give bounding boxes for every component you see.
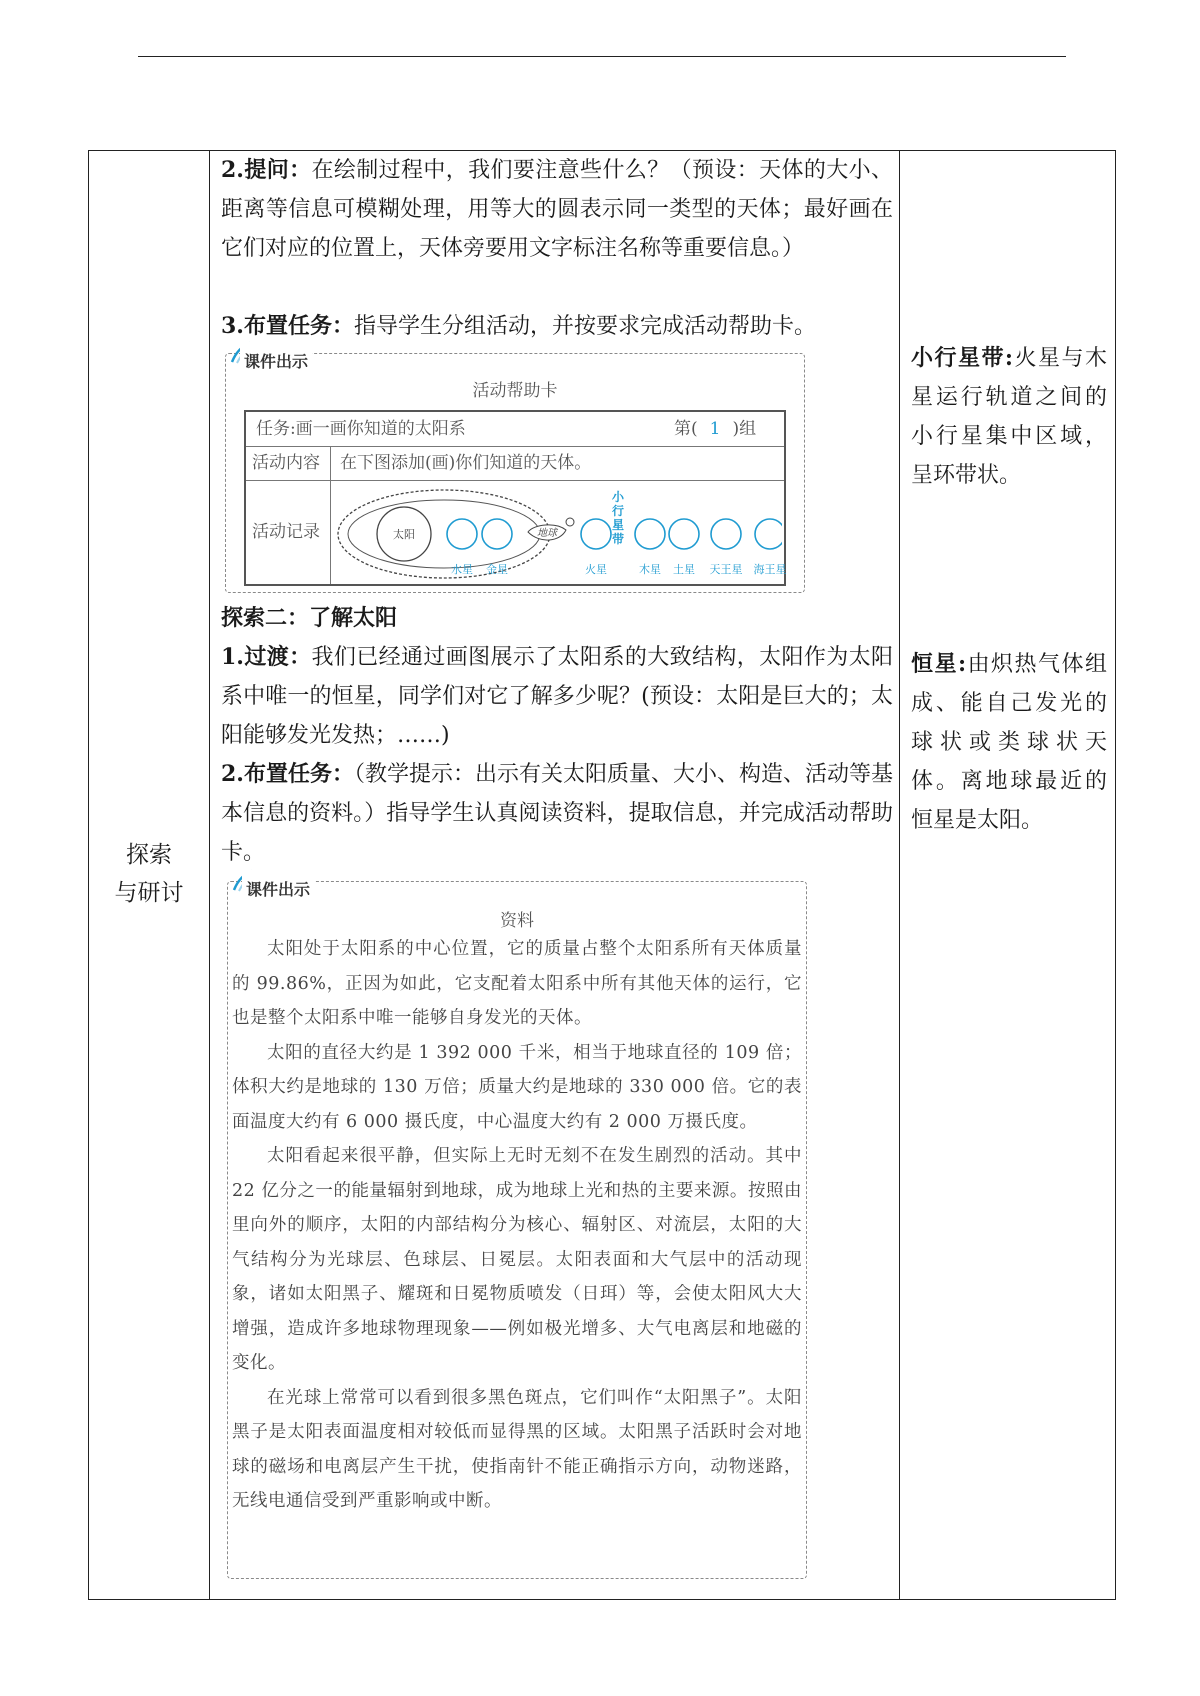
planet-circle xyxy=(581,519,611,549)
material-paragraph: 在光球上常常可以看到很多黑色斑点，它们叫作“太阳黑子”。太阳黑子是太阳表面温度相对较低而显得黑的区域。太阳黑子活跃时会对地球的磁场和电离层产生干扰，使指南针不能正确指示方向，动物迷路，无线电通信受到严重影响或中断。 xyxy=(232,1387,802,1511)
table-row xyxy=(246,412,784,447)
asteroid-belt-label: 小行星带 xyxy=(611,490,624,546)
step-assign xyxy=(221,307,893,346)
card-title: 活动帮助卡 xyxy=(472,381,558,401)
planet-label: 木星 xyxy=(639,563,661,576)
note-text: 火星与木星运行轨道之间的小行星集中区域，呈环带状。 xyxy=(911,346,1107,488)
help-table xyxy=(244,410,786,586)
note-text: 由炽热气体组成、能自己发光的球状或类球状天体。离地球最近的恒星是太阳。 xyxy=(911,652,1107,833)
group-suffix: )组 xyxy=(732,418,757,439)
lesson-table xyxy=(88,150,1116,1600)
section-heading: 探索二：了解太阳 xyxy=(221,605,398,631)
planet-label: 海王星 xyxy=(753,563,787,576)
step-text: （教学提示：出示有关太阳质量、大小、构造、活动等基本信息的资料。）指导学生认真阅读资料，提取信息，并完成活动帮助卡。 xyxy=(221,762,893,865)
step-transition xyxy=(221,638,893,755)
planet-circle xyxy=(669,519,699,549)
planet-label: 火星 xyxy=(585,563,607,576)
planet-circle xyxy=(635,519,665,549)
stage-label-line: 探索 xyxy=(126,842,172,868)
planet-label: 土星 xyxy=(673,563,695,576)
planet-label: 天王星 xyxy=(709,563,743,576)
group-prefix: 第( xyxy=(674,418,698,439)
card-title: 资料 xyxy=(500,911,534,931)
planet-circle xyxy=(755,519,782,549)
sun-label: 太阳 xyxy=(393,528,415,541)
material-text xyxy=(232,932,802,1519)
step-title: 1.过渡： xyxy=(221,644,312,670)
planet-circle xyxy=(482,519,512,549)
row-value: 在下图添加(画)你们知道的天体。 xyxy=(340,452,592,473)
material-card xyxy=(227,881,807,1579)
column-divider xyxy=(899,151,900,1599)
step-assign-reading xyxy=(221,755,893,872)
material-paragraph: 太阳的直径大约是 1 392 000 千米，相当于地球直径的 109 倍；体积大约是地球的 130 万倍；质量大约是地球的 330 000 倍。它的表面温度大约有 6 000 摄氏度，中心温度大约有 2 000 万摄氏度。 xyxy=(232,1042,802,1132)
note-term: 恒星: xyxy=(911,651,967,677)
material-paragraph: 太阳看起来很平静，但实际上无时无刻不在发生剧烈的活动。其中 22 亿分之一的能量辐射到地球，成为地球上光和热的主要来源。按照由里向外的顺序，太阳的内部结构分为核心、辐射区、对流层，太阳的大气结构分为光球层、色球层、日冕层。太阳表面和大气层中的活动现象，诸如太阳黑子、耀斑和日冕物质喷发（日珥）等，会使太阳风大大增强，造成许多地球物理现象——例如极光增多、大气电离层和地磁的变化。 xyxy=(232,1146,802,1373)
table-row xyxy=(246,480,787,584)
step-text: 在绘制过程中，我们要注意些什么？（预设：天体的大小、距离等信息可模糊处理，用等大的圆表示同一类型的天体；最好画在它们对应的位置上，天体旁要用文字标注名称等重要信息。） xyxy=(221,158,893,261)
courseware-tag: 课件出示 xyxy=(240,342,312,381)
column-divider xyxy=(209,151,210,1599)
step-text: 指导学生分组活动，并按要求完成活动帮助卡。 xyxy=(353,314,816,339)
step-title: 2.提问： xyxy=(221,157,312,183)
planet-label: 金星 xyxy=(486,563,508,576)
group-number: 1 xyxy=(709,418,721,439)
courseware-tag: 课件出示 xyxy=(242,870,314,909)
activity-card xyxy=(225,353,805,593)
note-term: 小行星带: xyxy=(911,345,1014,371)
row-label: 活动内容 xyxy=(252,452,320,473)
stage-label xyxy=(89,836,209,912)
header-rule xyxy=(138,56,1066,57)
step-text: 我们已经通过画图展示了太阳系的大致结构，太阳作为太阳系中唯一的恒星，同学们对它了解多少呢？(预设：太阳是巨大的；太阳能够发光发热；……) xyxy=(221,645,893,748)
task-label: 任务:画一画你知道的太阳系 xyxy=(256,418,466,439)
step-title: 3.布置任务： xyxy=(221,313,354,339)
explore-two-heading xyxy=(221,599,893,638)
step-question xyxy=(221,151,893,268)
planet-label: 水星 xyxy=(451,563,473,576)
stage-label-line: 与研讨 xyxy=(114,880,184,906)
moon-circle xyxy=(566,518,574,526)
side-note-asteroid-belt xyxy=(911,339,1107,495)
table-row xyxy=(246,446,784,481)
side-note-star xyxy=(911,645,1107,840)
material-paragraph: 太阳处于太阳系的中心位置，它的质量占整个太阳系所有天体质量的 99.86%，正因为如此，它支配着太阳系中所有其他天体的运行，它也是整个太阳系中唯一能够自身发光的天体。 xyxy=(232,939,802,1028)
row-label: 活动记录 xyxy=(252,521,320,542)
planet-circle xyxy=(447,519,477,549)
group-field xyxy=(674,412,756,446)
earth-label: 地球 xyxy=(537,528,557,539)
planet-circle xyxy=(711,519,741,549)
step-title: 2.布置任务： xyxy=(221,761,354,787)
